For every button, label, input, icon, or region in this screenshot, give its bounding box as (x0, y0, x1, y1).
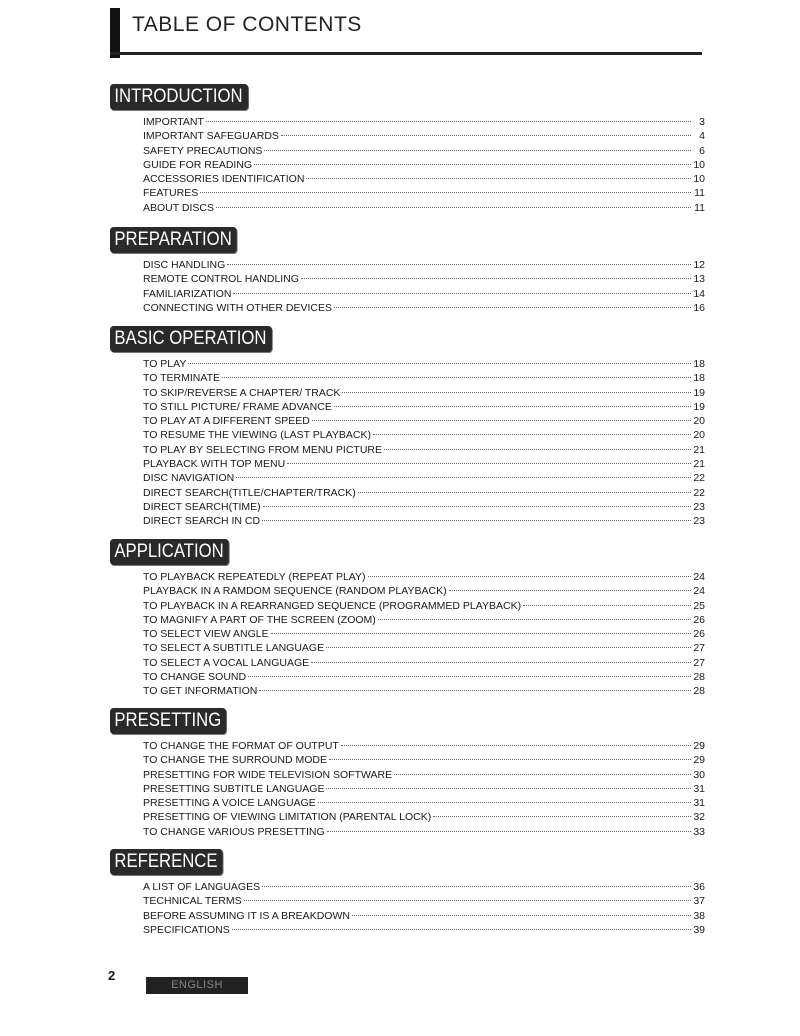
toc-entry-title: BEFORE ASSUMING IT IS A BREAKDOWN (143, 909, 350, 922)
toc-entry-page: 23 (693, 500, 705, 513)
toc-entry-title: TO MAGNIFY A PART OF THE SCREEN (ZOOM) (143, 613, 376, 626)
toc-entry-page: 20 (693, 429, 705, 442)
toc-entry-list (143, 739, 705, 839)
toc-entry (143, 500, 705, 514)
toc-entry-title: TO SKIP/REVERSE A CHAPTER/ TRACK (143, 386, 341, 399)
dot-leader (262, 886, 691, 887)
toc-entry-page: 29 (693, 754, 705, 767)
toc-entry-title: TO SELECT A VOCAL LANGUAGE (143, 656, 310, 669)
toc-entry-title: GUIDE FOR READING (143, 158, 253, 171)
toc-entry-page: 24 (693, 585, 705, 598)
toc-entry-page: 32 (693, 811, 705, 824)
toc-entry-page: 27 (693, 642, 705, 655)
toc-entry-title: TO GET INFORMATION (143, 685, 258, 698)
toc-entry (143, 172, 705, 186)
toc-entry-page: 11 (694, 187, 705, 200)
dot-leader (373, 434, 691, 435)
toc-entry (143, 258, 705, 272)
toc-entry (143, 158, 705, 172)
dot-leader (271, 633, 691, 634)
toc-entry (143, 796, 705, 810)
toc-entry (143, 514, 705, 528)
dot-leader (378, 619, 691, 620)
dot-leader (326, 647, 691, 648)
toc-entry-title: ACCESSORIES IDENTIFICATION (143, 173, 305, 186)
toc-entry-page: 19 (693, 386, 705, 399)
toc-entry (143, 371, 705, 385)
toc-entry (143, 428, 705, 442)
toc-entry (143, 301, 705, 315)
dot-leader (301, 278, 691, 279)
dot-leader (222, 377, 691, 378)
toc-entry (143, 923, 705, 937)
toc-entry-title: FAMILIARIZATION (143, 287, 232, 300)
toc-entry-title: TO RESUME THE VIEWING (LAST PLAYBACK) (143, 429, 371, 442)
page-number: 2 (108, 968, 116, 983)
toc-entry-page: 38 (693, 909, 705, 922)
toc-entry (143, 894, 705, 908)
toc-entry (143, 129, 705, 143)
section-heading: PREPARATION (110, 227, 237, 253)
toc-entry (143, 627, 705, 641)
toc-entry-title: TO CHANGE THE SURROUND MODE (143, 754, 327, 767)
dot-leader (227, 264, 691, 265)
dot-leader (264, 150, 691, 151)
toc-entry-title: TO CHANGE SOUND (143, 671, 247, 684)
dot-leader (318, 802, 691, 803)
dot-leader (311, 662, 691, 663)
toc-entry-title: ABOUT DISCS (143, 201, 214, 214)
toc-entry (143, 825, 705, 839)
toc-entry-list (143, 258, 705, 315)
toc-entry-page: 30 (693, 768, 705, 781)
toc-entry-page: 10 (693, 158, 705, 171)
toc-entry-title: PLAYBACK IN A RAMDOM SEQUENCE (RANDOM PLAYBACK) (143, 585, 447, 598)
toc-entry-title: TO PLAY BY SELECTING FROM MENU PICTURE (143, 443, 383, 456)
toc-entry-page: 36 (693, 881, 705, 893)
toc-entry-page: 21 (693, 458, 705, 471)
toc-entry-title: DIRECT SEARCH(TIME) (143, 500, 261, 513)
dot-leader (281, 135, 691, 136)
dot-leader (341, 745, 691, 746)
dot-leader (449, 590, 691, 591)
toc-entry (143, 810, 705, 824)
toc-entry-list (143, 880, 705, 937)
toc-entry-title: PLAYBACK WITH TOP MENU (143, 458, 286, 471)
dot-leader (306, 178, 691, 179)
toc-entry-page: 28 (693, 685, 705, 698)
toc-entry-page: 24 (693, 571, 705, 583)
toc-entry-page: 37 (693, 895, 705, 908)
section-heading: PRESETTING (110, 708, 227, 734)
toc-entry-title: SPECIFICATIONS (143, 923, 230, 936)
toc-entry (143, 599, 705, 613)
toc-entry-page: 11 (694, 201, 705, 214)
toc-entry-title: DIRECT SEARCH(TITLE/CHAPTER/TRACK) (143, 486, 356, 499)
toc-entry-page: 19 (693, 400, 705, 413)
toc-section (110, 708, 710, 839)
toc-entry-page: 14 (693, 287, 705, 300)
toc-entry (143, 186, 705, 200)
toc-entry-page: 12 (693, 259, 705, 271)
dot-leader (188, 363, 691, 364)
toc-entry (143, 739, 705, 753)
toc-entry (143, 443, 705, 457)
section-heading: BASIC OPERATION (110, 326, 272, 352)
toc-section (110, 326, 710, 529)
dot-leader (200, 192, 691, 193)
toc-entry-page: 27 (693, 656, 705, 669)
toc-entry (143, 457, 705, 471)
toc-entry-page: 18 (693, 358, 705, 370)
toc-entry (143, 570, 705, 584)
toc-entry-title: PRESETTING OF VIEWING LIMITATION (PARENTAL LOCK) (143, 811, 432, 824)
toc-entry-title: TO CHANGE VARIOUS PRESETTING (143, 825, 325, 838)
toc-entry-title: A LIST OF LANGUAGES (143, 881, 261, 893)
toc-entry (143, 880, 705, 894)
dot-leader (248, 676, 691, 677)
toc-entry-list (143, 115, 705, 215)
toc-entry-title: TO PLAYBACK REPEATEDLY (REPEAT PLAY) (143, 571, 366, 583)
language-label: ENGLISH (146, 977, 248, 994)
toc-entry-title: DISC NAVIGATION (143, 472, 235, 485)
toc-entry (143, 768, 705, 782)
toc-entry-page: 22 (693, 472, 705, 485)
dot-leader (206, 121, 691, 122)
section-heading: APPLICATION (110, 539, 229, 565)
page-title: TABLE OF CONTENTS (132, 13, 362, 36)
toc-section (110, 539, 710, 699)
toc-entry-page: 26 (693, 628, 705, 641)
dot-leader (329, 759, 691, 760)
toc-entry-title: TO PLAY (143, 358, 187, 370)
toc-entry-page: 31 (693, 782, 705, 795)
toc-entry-title: TO PLAY AT A DIFFERENT SPEED (143, 415, 310, 428)
toc-entry (143, 471, 705, 485)
toc-entry-page: 16 (693, 301, 705, 314)
dot-leader (244, 900, 691, 901)
header-bar (110, 8, 120, 58)
dot-leader (232, 929, 691, 930)
toc-entry-page: 21 (693, 443, 705, 456)
toc-entry (143, 486, 705, 500)
toc-entry-page: 23 (693, 515, 705, 528)
toc-entry-title: REMOTE CONTROL HANDLING (143, 273, 299, 286)
dot-leader (358, 492, 691, 493)
toc-entry-title: TO SELECT VIEW ANGLE (143, 628, 269, 641)
toc-entry (143, 641, 705, 655)
dot-leader (334, 307, 691, 308)
dot-leader (236, 477, 691, 478)
dot-leader (259, 690, 691, 691)
dot-leader (233, 293, 691, 294)
toc-entry (143, 584, 705, 598)
toc-entry-page: 33 (693, 825, 705, 838)
toc-entry-page: 29 (693, 740, 705, 752)
dot-leader (352, 915, 691, 916)
toc-entry (143, 272, 705, 286)
toc-entry (143, 909, 705, 923)
toc-section (110, 227, 710, 315)
toc-entry-page: 4 (699, 130, 705, 143)
dot-leader (523, 605, 691, 606)
toc-entry-title: IMPORTANT SAFEGUARDS (143, 130, 279, 143)
toc-entry-page: 28 (693, 671, 705, 684)
toc-entry-list (143, 357, 705, 529)
section-heading: REFERENCE (110, 849, 223, 875)
toc-entry (143, 782, 705, 796)
toc-entry-list (143, 570, 705, 699)
toc-entry (143, 115, 705, 129)
toc-entry (143, 400, 705, 414)
toc-entry (143, 201, 705, 215)
dot-leader (263, 506, 691, 507)
toc-entry-title: TO CHANGE THE FORMAT OF OUTPUT (143, 740, 339, 752)
toc-entry-title: IMPORTANT (143, 116, 204, 128)
dot-leader (262, 520, 691, 521)
toc-entry (143, 357, 705, 371)
toc-entry (143, 753, 705, 767)
dot-leader (334, 406, 691, 407)
toc-entry (143, 656, 705, 670)
toc-entry-title: TECHNICAL TERMS (143, 895, 242, 908)
dot-leader (433, 816, 691, 817)
header-rule (110, 52, 702, 55)
dot-leader (287, 463, 691, 464)
toc-entry (143, 287, 705, 301)
toc-entry-title: TO STILL PICTURE/ FRAME ADVANCE (143, 400, 332, 413)
toc-entry-page: 20 (693, 415, 705, 428)
toc-entry-page: 39 (693, 923, 705, 936)
toc-entry (143, 684, 705, 698)
dot-leader (327, 831, 691, 832)
toc-entry-title: PRESETTING FOR WIDE TELEVISION SOFTWARE (143, 768, 393, 781)
dot-leader (326, 788, 691, 789)
toc-entry (143, 386, 705, 400)
toc-entry (143, 670, 705, 684)
dot-leader (254, 164, 691, 165)
toc-entry-page: 18 (693, 372, 705, 385)
dot-leader (342, 392, 691, 393)
toc-entry (143, 613, 705, 627)
toc-entry-title: PRESETTING A VOICE LANGUAGE (143, 797, 316, 810)
dot-leader (216, 207, 691, 208)
toc-entry-title: TO SELECT A SUBTITLE LANGUAGE (143, 642, 325, 655)
section-heading: INTRODUCTION (110, 84, 248, 110)
toc-entry-page: 6 (699, 144, 705, 157)
toc-entry-page: 31 (693, 797, 705, 810)
toc-entry-title: SAFETY PRECAUTIONS (143, 144, 263, 157)
toc-entry-title: PRESETTING SUBTITLE LANGUAGE (143, 782, 325, 795)
toc-entry-title: DIRECT SEARCH IN CD (143, 515, 261, 528)
toc-entry-page: 25 (693, 599, 705, 612)
toc-entry-title: FEATURES (143, 187, 199, 200)
toc-entry-page: 22 (693, 486, 705, 499)
toc-entry (143, 144, 705, 158)
dot-leader (312, 420, 691, 421)
toc-entry-title: DISC HANDLING (143, 259, 226, 271)
toc-entry-page: 10 (693, 173, 705, 186)
toc-entry-page: 3 (699, 116, 705, 128)
dot-leader (394, 774, 691, 775)
dot-leader (384, 449, 691, 450)
toc-entry-title: TO PLAYBACK IN A REARRANGED SEQUENCE (PROGRAMMED PLAYBACK) (143, 599, 522, 612)
dot-leader (368, 576, 691, 577)
toc-entry-title: CONNECTING WITH OTHER DEVICES (143, 301, 333, 314)
toc-entry-page: 13 (693, 273, 705, 286)
toc-entry (143, 414, 705, 428)
toc-entry-title: TO TERMINATE (143, 372, 221, 385)
toc-entry-page: 26 (693, 613, 705, 626)
toc-section (110, 84, 710, 215)
toc-section (110, 849, 710, 937)
